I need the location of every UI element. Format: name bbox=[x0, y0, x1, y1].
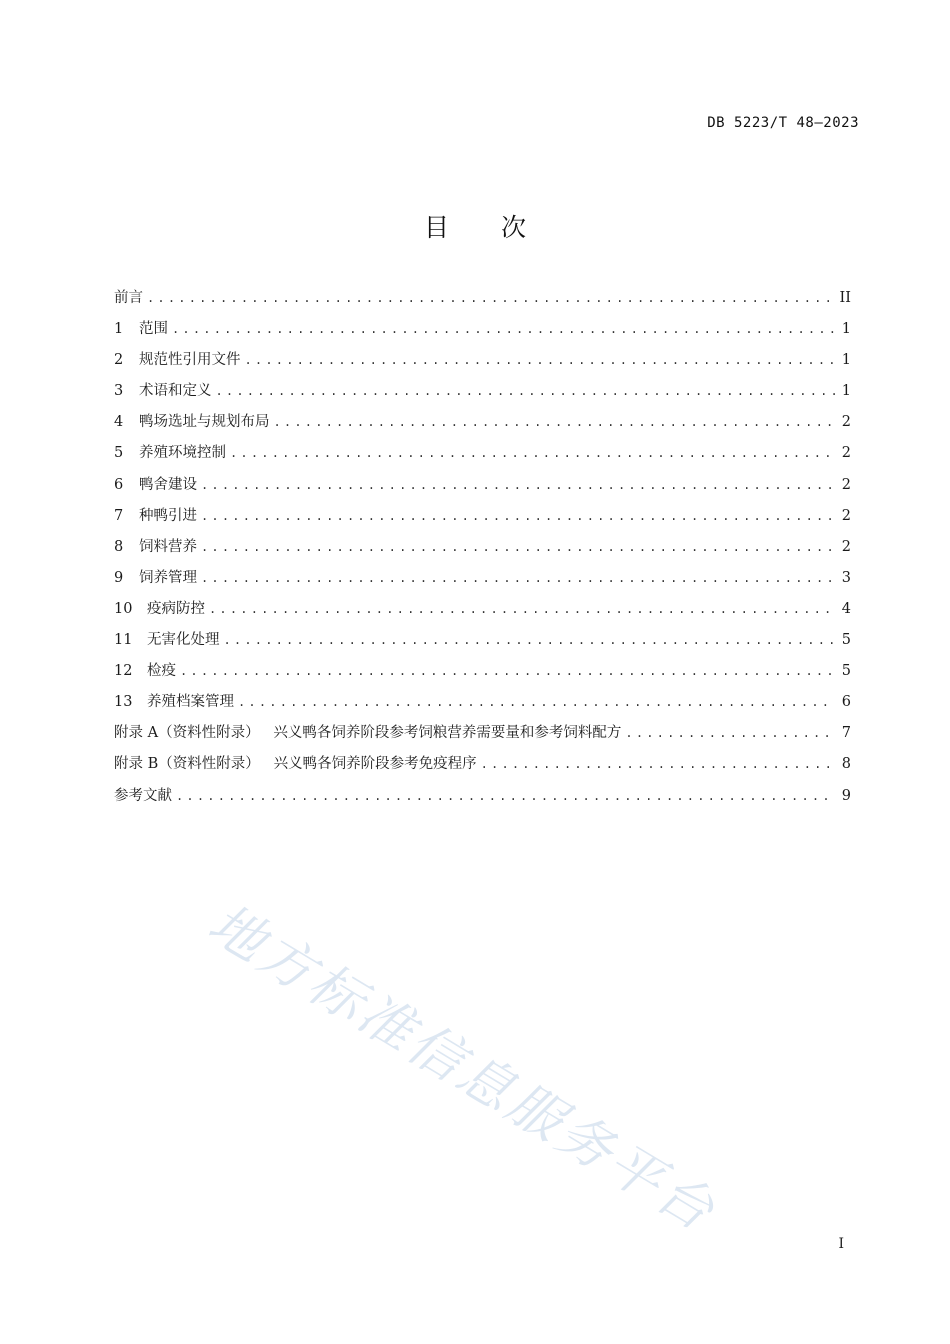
toc-dot-leader bbox=[201, 474, 835, 496]
toc-entry-page: 4 bbox=[841, 600, 851, 617]
page-number: I bbox=[838, 1236, 844, 1252]
toc-entry-page: II bbox=[839, 290, 851, 306]
toc-dot-leader bbox=[216, 380, 836, 402]
toc-entry-label: 饲养管理 bbox=[139, 569, 197, 586]
toc-entry-number: 7 bbox=[114, 507, 124, 524]
toc-entry-page: 8 bbox=[841, 756, 851, 773]
toc-entry-page: 1 bbox=[841, 352, 851, 369]
toc-entry-label: 饲料营养 bbox=[139, 538, 197, 555]
toc-entry-11[interactable] bbox=[114, 629, 851, 660]
toc-entry-number: 13 bbox=[114, 694, 133, 711]
toc-entry-page: 1 bbox=[841, 321, 851, 338]
page-title: 目 次 bbox=[424, 213, 548, 242]
table-of-contents bbox=[114, 287, 851, 816]
toc-entry-label: 鸭场选址与规划布局 bbox=[139, 414, 270, 431]
toc-entry-3[interactable] bbox=[114, 380, 851, 411]
toc-entry-number: 5 bbox=[114, 445, 124, 462]
toc-entry-page: 7 bbox=[841, 725, 851, 742]
toc-entry-number: 4 bbox=[114, 414, 124, 431]
toc-dot-leader bbox=[209, 598, 835, 620]
toc-dot-leader bbox=[230, 442, 835, 464]
toc-dot-leader bbox=[176, 785, 835, 807]
toc-entry-page: 2 bbox=[841, 414, 851, 431]
toc-entry-label: 附录 A（资料性附录） 兴义鸭各饲养阶段参考饲粮营养需要量和参考饲料配方 bbox=[114, 725, 622, 742]
toc-entry-label: 养殖环境控制 bbox=[139, 445, 226, 462]
toc-entry-page: 6 bbox=[841, 694, 851, 711]
toc-dot-leader bbox=[245, 349, 836, 371]
toc-dot-leader bbox=[224, 629, 836, 651]
toc-entry-7[interactable] bbox=[114, 505, 851, 536]
toc-entry-6[interactable] bbox=[114, 474, 851, 505]
toc-entry-label: 范围 bbox=[139, 321, 168, 338]
toc-dot-leader bbox=[180, 660, 835, 682]
toc-entry-label: 养殖档案管理 bbox=[147, 694, 234, 711]
toc-entry-label: 前言 bbox=[114, 290, 143, 306]
toc-entry-page: 1 bbox=[841, 383, 851, 400]
toc-entry-1[interactable] bbox=[114, 318, 851, 349]
toc-entry-number: 2 bbox=[114, 352, 124, 369]
toc-dot-leader bbox=[201, 505, 835, 527]
toc-entry-references[interactable] bbox=[114, 785, 851, 816]
toc-entry-number: 10 bbox=[114, 600, 133, 617]
toc-entry-label: 规范性引用文件 bbox=[139, 352, 241, 369]
toc-entry-number: 1 bbox=[114, 321, 124, 338]
toc-dot-leader bbox=[172, 318, 835, 340]
toc-dot-leader bbox=[147, 287, 834, 309]
toc-dot-leader bbox=[625, 722, 835, 744]
toc-entry-label: 参考文献 bbox=[114, 787, 172, 804]
toc-dot-leader bbox=[481, 753, 835, 775]
toc-entry-number: 8 bbox=[114, 538, 124, 555]
toc-entry-appendix-b[interactable] bbox=[114, 753, 851, 784]
toc-entry-page: 2 bbox=[841, 476, 851, 493]
toc-entry-label: 无害化处理 bbox=[147, 632, 220, 649]
toc-dot-leader bbox=[274, 411, 836, 433]
toc-entry-8[interactable] bbox=[114, 536, 851, 567]
toc-entry-page: 2 bbox=[841, 445, 851, 462]
toc-entry-page: 9 bbox=[841, 787, 851, 804]
toc-entry-13[interactable] bbox=[114, 691, 851, 722]
toc-entry-number: 11 bbox=[114, 632, 133, 649]
toc-entry-label: 术语和定义 bbox=[139, 383, 212, 400]
toc-entry-number: 3 bbox=[114, 383, 124, 400]
toc-entry-10[interactable] bbox=[114, 598, 851, 629]
toc-entry-2[interactable] bbox=[114, 349, 851, 380]
toc-entry-label: 疫病防控 bbox=[147, 600, 205, 617]
toc-dot-leader bbox=[201, 567, 835, 589]
toc-entry-page: 2 bbox=[841, 507, 851, 524]
toc-entry-foreword[interactable] bbox=[114, 287, 851, 318]
toc-dot-leader bbox=[238, 691, 835, 713]
toc-entry-label: 鸭舍建设 bbox=[139, 476, 197, 493]
toc-entry-label: 检疫 bbox=[147, 663, 176, 680]
toc-entry-9[interactable] bbox=[114, 567, 851, 598]
toc-dot-leader bbox=[201, 536, 835, 558]
document-code: DB 5223/T 48—2023 bbox=[707, 115, 859, 131]
toc-entry-appendix-a[interactable] bbox=[114, 722, 851, 753]
toc-entry-label: 种鸭引进 bbox=[139, 507, 197, 524]
toc-entry-page: 2 bbox=[841, 538, 851, 555]
toc-entry-page: 5 bbox=[841, 663, 851, 680]
toc-entry-number: 12 bbox=[114, 663, 133, 680]
watermark-text: 地方标准信息服务平台 bbox=[197, 891, 728, 1245]
toc-entry-label: 附录 B（资料性附录） 兴义鸭各饲养阶段参考免疫程序 bbox=[114, 756, 477, 773]
toc-entry-5[interactable] bbox=[114, 442, 851, 473]
toc-entry-page: 5 bbox=[841, 632, 851, 649]
toc-entry-number: 6 bbox=[114, 476, 124, 493]
toc-entry-12[interactable] bbox=[114, 660, 851, 691]
toc-entry-page: 3 bbox=[841, 569, 851, 586]
toc-entry-number: 9 bbox=[114, 569, 124, 586]
toc-entry-4[interactable] bbox=[114, 411, 851, 442]
